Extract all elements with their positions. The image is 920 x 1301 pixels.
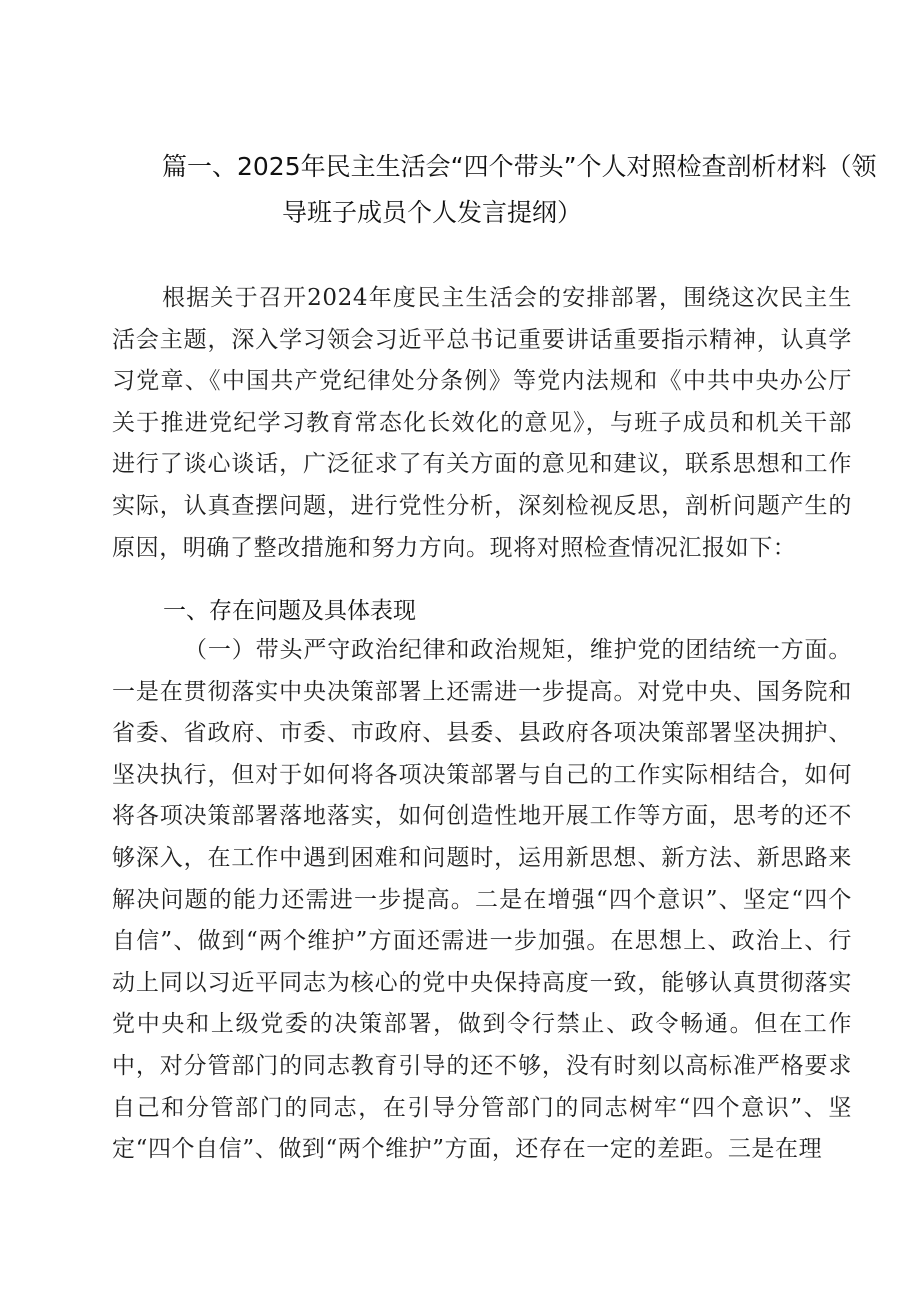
intro-paragraph: 根据关于召开2024年度民主生活会的安排部署，围绕这次民主生活会主题，深入学习领会习近平总书记重要讲话重要指示精神，认真学习党章、《中国共产党纪律处分条例》等党内法规和《中共中央办公厅关于推进党纪学习教育常态化长效化的意见》，与班子成员和机关干部进行了谈心谈话，广泛征求了有关方面的意见和建议，联系思想和工作实际，认真查摆问题，进行党性分析，深刻检视反思，剖析问题产生的原因，明确了整改措施和努力方向。现将对照检查情况汇报如下： bbox=[112, 285, 852, 561]
document-title-line-2: 导班子成员个人发言提纲） bbox=[282, 198, 583, 227]
section-heading: 一、存在问题及具体表现 bbox=[163, 598, 416, 624]
document-title-line-1: 篇一、2025年民主生活会“四个带头”个人对照检查剖析材料（领 bbox=[162, 152, 877, 181]
section-paragraph: （一）带头严守政治纪律和政治规矩，维护党的团结统一方面。一是在贯彻落实中央决策部署上还需进一步提高。对党中央、国务院和省委、省政府、市委、市政府、县委、县政府各项决策部署坚决拥护、坚决执行，但对于如何将各项决策部署与自己的工作实际相结合，如何将各项决策部署落地落实，如何创造性地开展工作等方面，思考的还不够深入，在工作中遇到困难和问题时，运用新思想、新方法、新思路来解决问题的能力还需进一步提高。二是在增强“四个意识”、坚定“四个自信”、做到“两个维护”方面还需进一步加强。在思想上、政治上、行动上同以习近平同志为核心的党中央保持高度一致，能够认真贯彻落实党中央和上级党委的决策部署，做到令行禁止、政令畅通。但在工作中，对分管部门的同志教育引导的还不够，没有时刻以高标准严格要求自己和分管部门的同志，在引导分管部门的同志树牢“四个意识”、坚定“四个自信”、做到“两个维护”方面，还存在一定的差距。三是在理 bbox=[112, 637, 852, 1163]
